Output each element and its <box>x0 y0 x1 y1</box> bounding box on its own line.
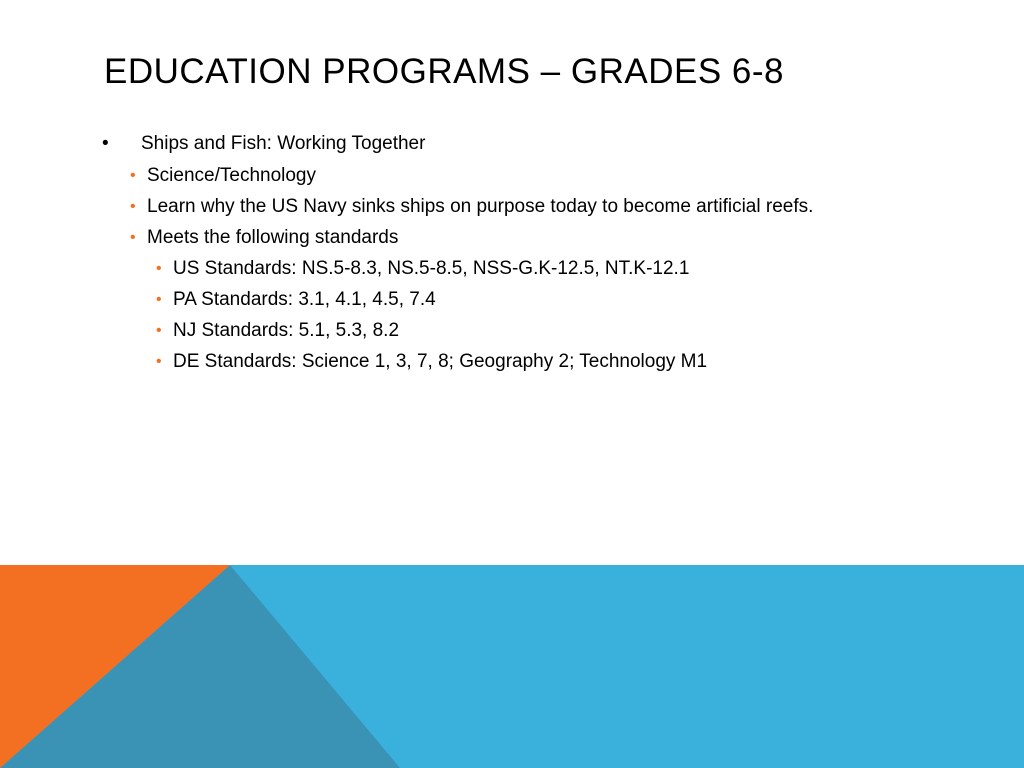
subitem-subject <box>100 160 980 191</box>
bullet-icon: • <box>130 167 136 184</box>
subitem-standards-heading <box>100 222 980 253</box>
bullet-icon: • <box>156 353 162 370</box>
footer-decoration <box>0 565 1024 768</box>
standard-label: PA Standards: 3.1, 4.1, 4.5, 7.4 <box>173 289 436 310</box>
bullet-item-label: Ships and Fish: Working Together <box>141 133 426 154</box>
bullet-icon: • <box>102 133 109 154</box>
subitem-label: Science/Technology <box>147 165 316 186</box>
subitem-label: Learn why the US Navy sinks ships on purpose today to become artificial reefs. <box>147 196 814 217</box>
standard-nj <box>100 315 980 346</box>
bullet-item-ships-and-fish <box>100 128 980 160</box>
slide-title: EDUCATION PROGRAMS – GRADES 6-8 <box>104 52 784 91</box>
slide-body <box>100 128 980 377</box>
bullet-icon: • <box>156 322 162 339</box>
standard-pa <box>100 284 980 315</box>
standard-de <box>100 346 980 377</box>
subitem-description <box>100 191 980 222</box>
bullet-icon: • <box>156 260 162 277</box>
standard-us <box>100 253 980 284</box>
standard-label: US Standards: NS.5-8.3, NS.5-8.5, NSS-G.K-12.5, NT.K-12.1 <box>173 258 690 279</box>
standard-label: NJ Standards: 5.1, 5.3, 8.2 <box>173 320 400 341</box>
standard-label: DE Standards: Science 1, 3, 7, 8; Geography 2; Technology M1 <box>173 351 708 372</box>
bullet-icon: • <box>130 198 136 215</box>
bullet-icon: • <box>130 229 136 246</box>
bullet-icon: • <box>156 291 162 308</box>
subitem-label: Meets the following standards <box>147 227 399 248</box>
